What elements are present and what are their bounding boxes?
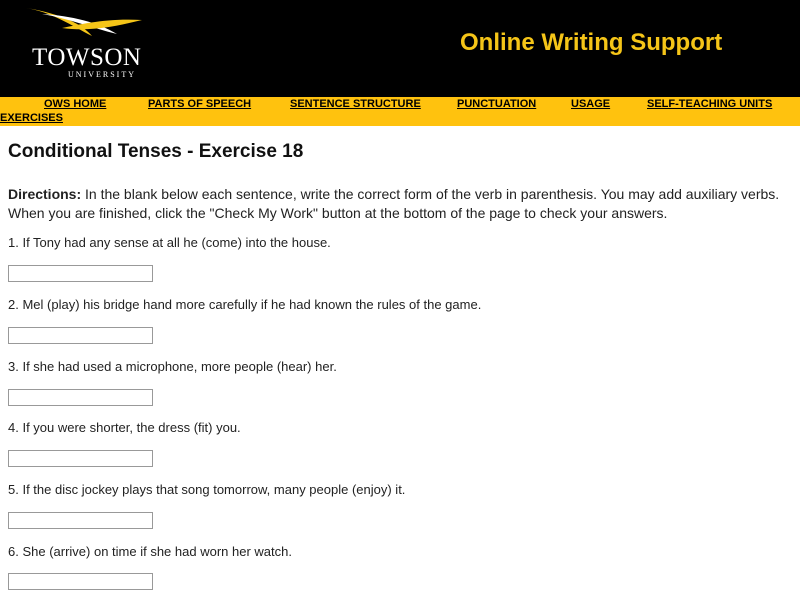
question-1: 1. If Tony had any sense at all he (come) into the house. [8, 235, 331, 250]
towson-logo[interactable] [22, 6, 152, 86]
site-title: Online Writing Support [460, 29, 723, 56]
site-header [0, 0, 800, 97]
logo-wordmark: TOWSON [32, 44, 142, 71]
nav-ows-home[interactable]: OWS HOME [44, 98, 107, 110]
answer-input-1[interactable] [8, 265, 153, 282]
nav-punctuation[interactable]: PUNCTUATION [457, 98, 537, 110]
directions-text: In the blank below each sentence, write the correct form of the verb in parenthesis. You may add auxiliary verbs. When you are finished, click the "Check My Work" button at the bottom of the page to check your answers. [8, 186, 780, 221]
answer-input-4[interactable] [8, 450, 153, 467]
flame-icon [22, 6, 152, 46]
page-title: Conditional Tenses - Exercise 18 [8, 141, 304, 162]
logo-subtitle: UNIVERSITY [68, 70, 136, 79]
answer-input-6[interactable] [8, 573, 153, 590]
answer-input-2[interactable] [8, 327, 153, 344]
answer-input-5[interactable] [8, 512, 153, 529]
nav-usage[interactable]: USAGE [571, 98, 611, 110]
question-3: 3. If she had used a microphone, more people (hear) her. [8, 359, 337, 374]
main-content [0, 141, 800, 223]
nav-exercises[interactable]: EXERCISES [0, 112, 63, 124]
nav-self-teaching-units[interactable]: SELF-TEACHING UNITS [647, 98, 773, 110]
nav-sentence-structure[interactable]: SENTENCE STRUCTURE [290, 98, 421, 110]
question-4: 4. If you were shorter, the dress (fit) you. [8, 420, 241, 435]
directions [8, 185, 792, 223]
main-nav [0, 97, 800, 126]
question-2: 2. Mel (play) his bridge hand more carefully if he had known the rules of the game. [8, 297, 482, 312]
answer-input-3[interactable] [8, 389, 153, 406]
directions-label: Directions: [8, 186, 82, 202]
question-6: 6. She (arrive) on time if she had worn her watch. [8, 544, 292, 559]
question-5: 5. If the disc jockey plays that song tomorrow, many people (enjoy) it. [8, 482, 406, 497]
nav-parts-of-speech[interactable]: PARTS OF SPEECH [148, 98, 252, 110]
